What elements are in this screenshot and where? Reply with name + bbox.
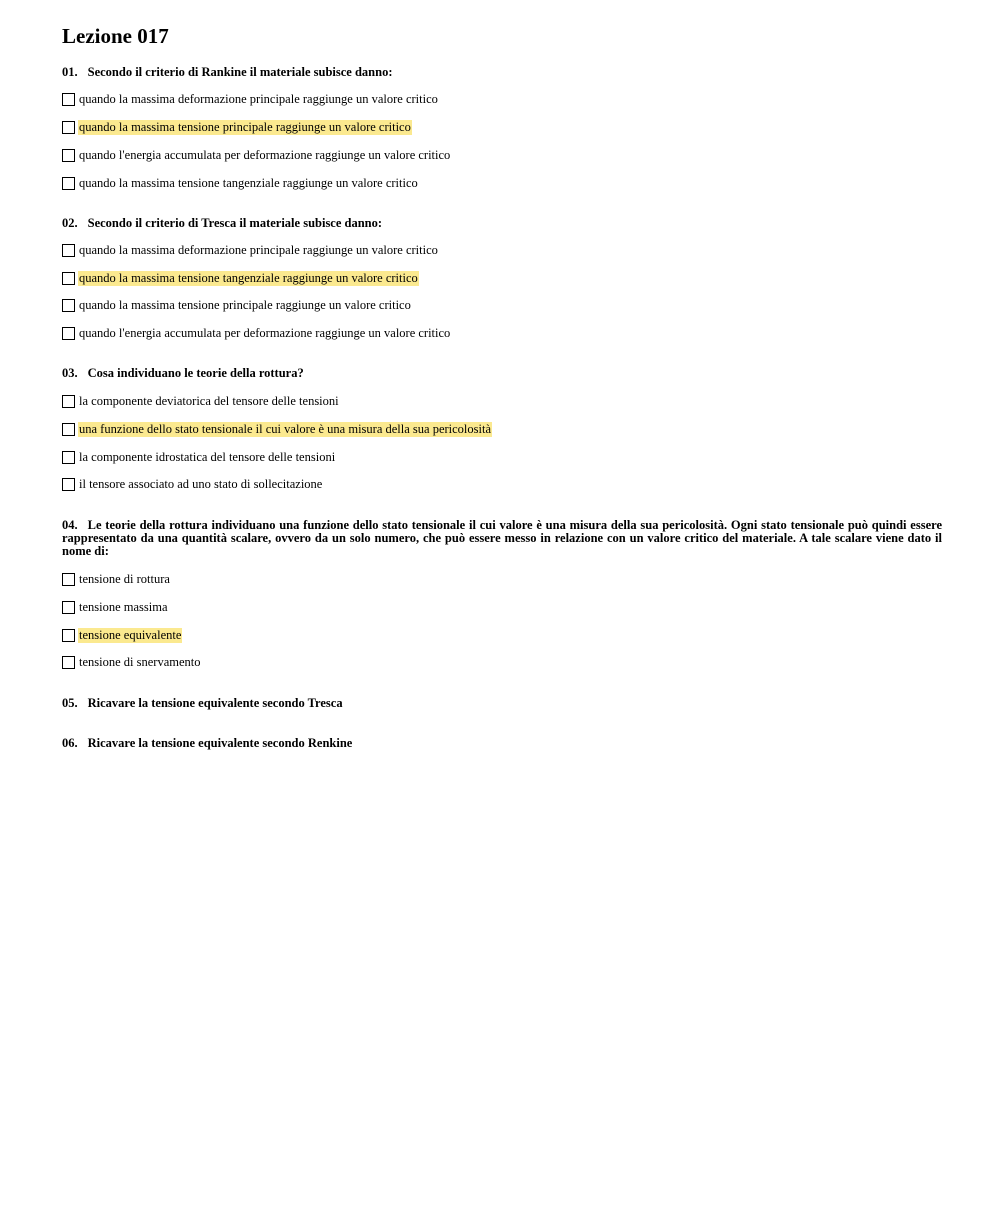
answer-option[interactable] xyxy=(62,175,419,191)
answer-checkbox[interactable] xyxy=(62,395,75,408)
answer-label: quando la massima deformazione principale raggiunge un valore critico xyxy=(79,91,438,106)
answer-option[interactable] xyxy=(62,393,340,409)
question-number: 05. xyxy=(62,696,78,710)
answer-label: quando l'energia accumulata per deformazione raggiunge un valore critico xyxy=(79,147,451,162)
answer-option[interactable] xyxy=(62,119,412,135)
question-number: 01. xyxy=(62,65,78,79)
answer-checkbox[interactable] xyxy=(62,121,75,134)
answer-checkbox[interactable] xyxy=(62,629,75,642)
answer-option[interactable] xyxy=(62,147,451,163)
answer-label: quando la massima deformazione principale raggiunge un valore critico xyxy=(79,242,438,257)
question-number: 02. xyxy=(62,216,78,230)
answer-checkbox[interactable] xyxy=(62,478,75,491)
answer-label-highlighted: quando la massima tensione principale raggiunge un valore critico xyxy=(79,119,411,134)
question-prompt: Secondo il criterio di Rankine il materiale subisce danno: xyxy=(87,65,393,79)
question-text xyxy=(62,519,942,558)
answer-label: tensione di snervamento xyxy=(79,654,201,669)
answer-option[interactable] xyxy=(62,91,439,107)
answer-checkbox[interactable] xyxy=(62,149,75,162)
answer-checkbox[interactable] xyxy=(62,656,75,669)
answer-option[interactable] xyxy=(62,270,419,286)
answer-option[interactable] xyxy=(62,627,182,643)
answer-option[interactable] xyxy=(62,476,323,492)
question-03 xyxy=(62,367,942,380)
answer-option[interactable] xyxy=(62,571,171,587)
answer-option[interactable] xyxy=(62,421,492,437)
answer-label: quando l'energia accumulata per deformazione raggiunge un valore critico xyxy=(79,325,451,340)
answer-checkbox[interactable] xyxy=(62,601,75,614)
question-text xyxy=(62,737,942,750)
answer-label: la componente idrostatica del tensore delle tensioni xyxy=(79,449,336,464)
question-number: 04. xyxy=(62,518,78,532)
answer-label: tensione massima xyxy=(79,599,168,614)
answer-checkbox[interactable] xyxy=(62,451,75,464)
question-number: 03. xyxy=(62,366,78,380)
answer-option[interactable] xyxy=(62,325,451,341)
answer-checkbox[interactable] xyxy=(62,177,75,190)
question-02 xyxy=(62,217,942,230)
answer-checkbox[interactable] xyxy=(62,327,75,340)
answer-label-highlighted: una funzione dello stato tensionale il cui valore è una misura della sua pericolosità xyxy=(79,421,492,436)
answer-checkbox[interactable] xyxy=(62,299,75,312)
question-05 xyxy=(62,697,942,710)
question-prompt: Ricavare la tensione equivalente secondo Renkine xyxy=(87,736,353,750)
question-06 xyxy=(62,737,942,750)
answer-checkbox[interactable] xyxy=(62,423,75,436)
question-01 xyxy=(62,66,942,79)
answer-option[interactable] xyxy=(62,449,336,465)
question-04 xyxy=(62,519,942,558)
question-prompt: Secondo il criterio di Tresca il materiale subisce danno: xyxy=(87,216,383,230)
answer-label-highlighted: quando la massima tensione tangenziale raggiunge un valore critico xyxy=(79,270,418,285)
answer-option[interactable] xyxy=(62,654,202,670)
answer-label: tensione di rottura xyxy=(79,571,170,586)
answer-checkbox[interactable] xyxy=(62,573,75,586)
question-text xyxy=(62,217,942,230)
question-number: 06. xyxy=(62,736,78,750)
answer-label: quando la massima tensione tangenziale raggiunge un valore critico xyxy=(79,175,418,190)
lesson-title: Lezione 017 xyxy=(62,24,169,48)
question-text xyxy=(62,697,942,710)
question-prompt: Le teorie della rottura individuano una funzione dello stato tensionale il cui valore è una misura della sua pericolosità. Ogni stato tensionale può quindi essere rappresentato da una quantità scalare, ovvero da un solo numero, che può essere messo in relazione con un valore critico del materiale. A tale scalare viene dato il nome di: xyxy=(62,518,942,558)
question-text xyxy=(62,367,942,380)
question-prompt: Ricavare la tensione equivalente secondo Tresca xyxy=(87,696,343,710)
question-text xyxy=(62,66,942,79)
answer-checkbox[interactable] xyxy=(62,93,75,106)
answer-checkbox[interactable] xyxy=(62,244,75,257)
answer-option[interactable] xyxy=(62,242,439,258)
answer-label: la componente deviatorica del tensore delle tensioni xyxy=(79,393,339,408)
answer-option[interactable] xyxy=(62,297,412,313)
answer-checkbox[interactable] xyxy=(62,272,75,285)
answer-label: quando la massima tensione principale raggiunge un valore critico xyxy=(79,297,411,312)
answer-option[interactable] xyxy=(62,599,169,615)
answer-label: il tensore associato ad uno stato di sollecitazione xyxy=(79,476,323,491)
answer-label-highlighted: tensione equivalente xyxy=(79,627,182,642)
question-prompt: Cosa individuano le teorie della rottura? xyxy=(87,366,304,380)
